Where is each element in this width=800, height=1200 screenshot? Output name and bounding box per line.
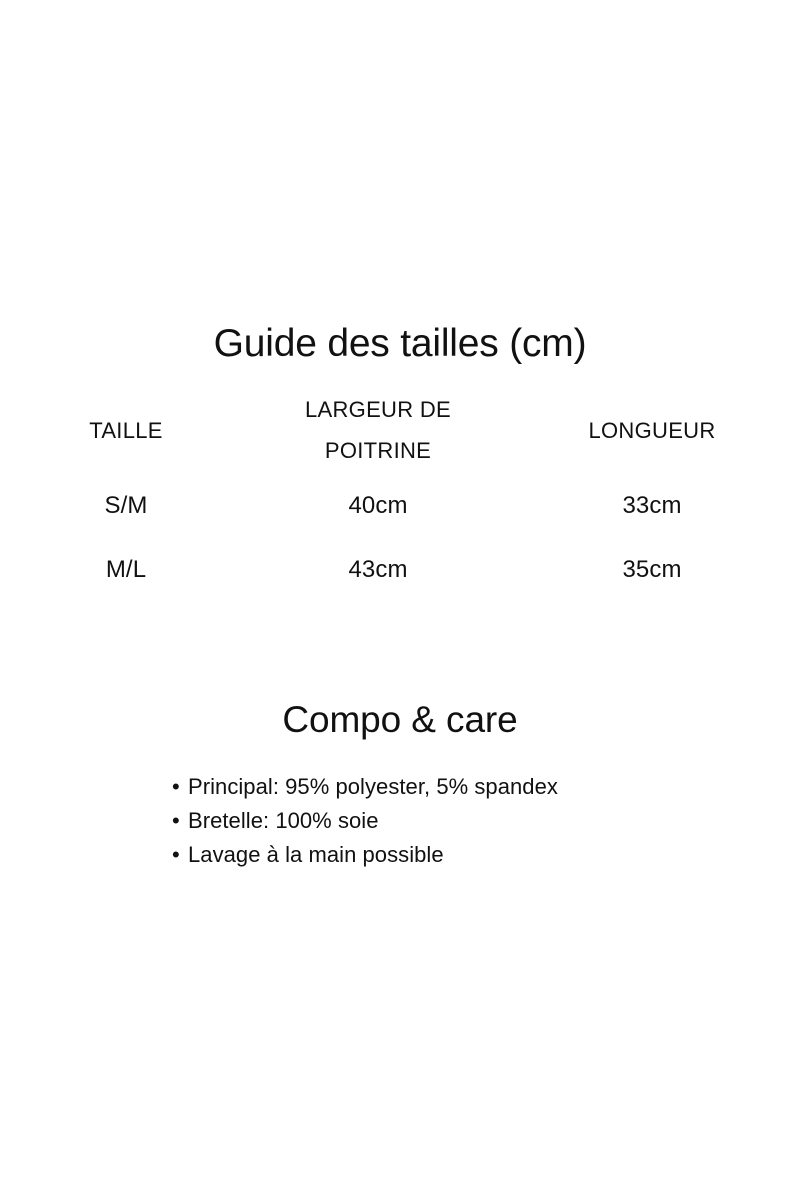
list-item-label: Principal: 95% polyester, 5% spandex (188, 774, 558, 799)
table-row (0, 538, 800, 602)
compo-care-list (172, 770, 558, 872)
list-item (172, 838, 558, 872)
bullet-icon: • (172, 808, 180, 833)
cell-length: 33cm (622, 492, 682, 519)
table-header (0, 388, 800, 474)
column-header-longueur (504, 388, 800, 474)
table-header-row (0, 388, 800, 474)
list-item-label: Bretelle: 100% soie (188, 808, 379, 833)
cell-size: M/L (105, 556, 147, 583)
table-row (0, 474, 800, 538)
table-body (0, 474, 800, 602)
cell-chest-width: 40cm (348, 492, 408, 519)
page-title: Guide des tailles (cm) (213, 322, 587, 366)
cell-size: S/M (104, 492, 148, 519)
column-header-taille-label: TAILLE (89, 417, 163, 443)
column-header-largeur-de-poitrine-label: LARGEUR DE POITRINE (304, 397, 452, 463)
list-item (172, 770, 558, 804)
compo-care-title: Compo & care (282, 698, 518, 740)
cell-chest-width: 43cm (348, 556, 408, 583)
bullet-icon: • (172, 774, 180, 799)
cell-length: 35cm (622, 556, 682, 583)
size-guide-table (0, 388, 800, 602)
column-header-taille (0, 388, 252, 474)
bullet-icon: • (172, 842, 180, 867)
list-item (172, 804, 558, 838)
column-header-longueur-label: LONGUEUR (588, 417, 716, 443)
column-header-largeur-de-poitrine (252, 388, 504, 474)
list-item-label: Lavage à la main possible (188, 842, 444, 867)
